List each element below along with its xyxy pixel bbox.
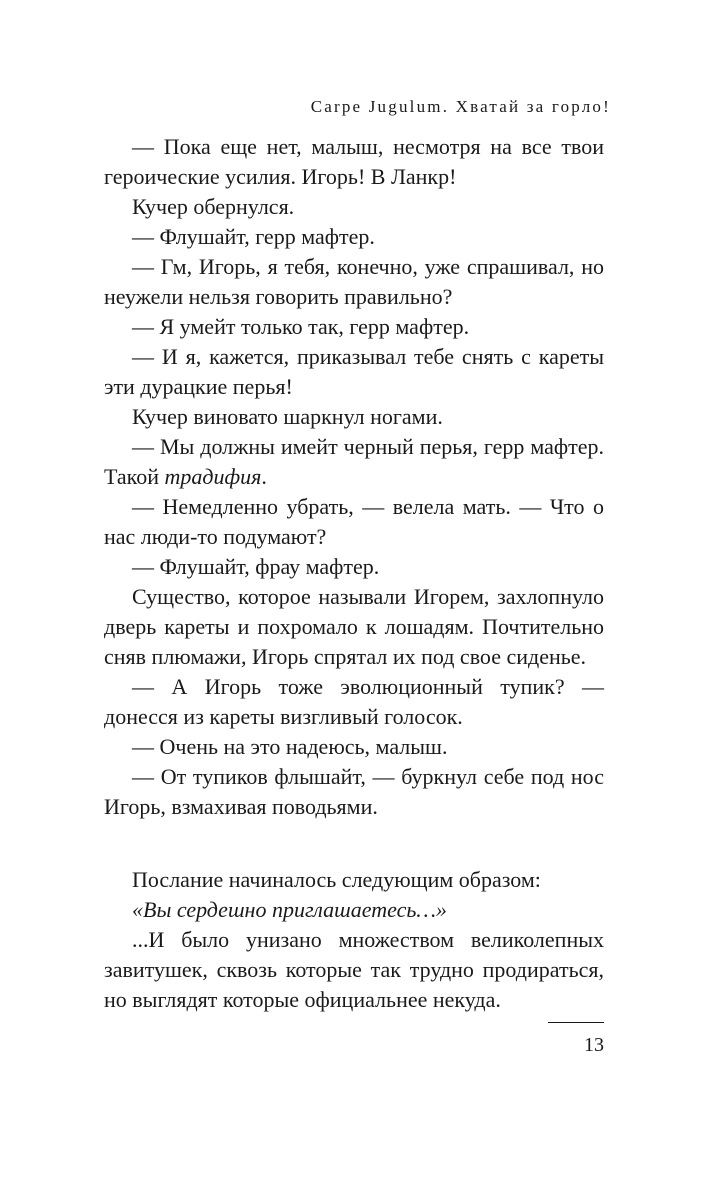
page-number: 13 [584,1034,604,1056]
italic-word: традифия [164,464,262,489]
section-intro: Послание начиналось следующим образом: [132,867,541,892]
paragraph-text: — Мы должны имейт черный перья, герр мафтер. Такой [104,434,604,489]
paragraph: Кучер обернулся. [132,194,295,219]
running-head: Carpe Jugulum. Хватай за горло! [310,97,611,116]
footer-rule [548,1022,604,1023]
paragraph-tradition [104,432,604,492]
paragraph: ...И было унизано множеством великолепных завитушек, сквозь которые так трудно продираться, но выглядят которые официальнее некуда. [104,927,604,1012]
paragraph: — Немедленно убрать, — велела мать. — Что о нас люди-то подумают? [104,494,604,549]
body-text [104,132,604,1015]
paragraph-text: . [261,464,267,489]
paragraph: — А Игорь тоже эволюционный тупик? — донесся из кареты визгливый голосок. [104,674,604,729]
paragraph: — И я, кажется, приказывал тебе снять с кареты эти дурацкие перья! [104,344,604,399]
paragraph: — Гм, Игорь, я тебя, конечно, уже спрашивал, но неужели нельзя говорить правильно? [104,254,604,309]
paragraph: — Я умейт только так, герр мафтер. [132,314,470,339]
section-break [104,822,604,865]
paragraph: — От тупиков флышайт, — буркнул себе под нос Игорь, взмахивая поводьями. [104,764,604,819]
paragraph: — Очень на это надеюсь, малыш. [132,734,448,759]
paragraph: — Пока еще нет, малыш, несмотря на все твои героические усилия. Игорь! В Ланкр! [104,134,604,189]
paragraph: Кучер виновато шаркнул ногами. [132,404,443,429]
invitation-quote: «Вы сердешно приглашаетесь…» [132,897,447,922]
paragraph: — Флушайт, герр мафтер. [132,224,375,249]
paragraph: — Флушайт, фрау мафтер. [132,554,380,579]
paragraph: Существо, которое называли Игорем, захлопнуло дверь кареты и похромало к лошадям. Почтительно сняв плюмажи, Игорь спрятал их под свое сиденье. [104,584,604,669]
